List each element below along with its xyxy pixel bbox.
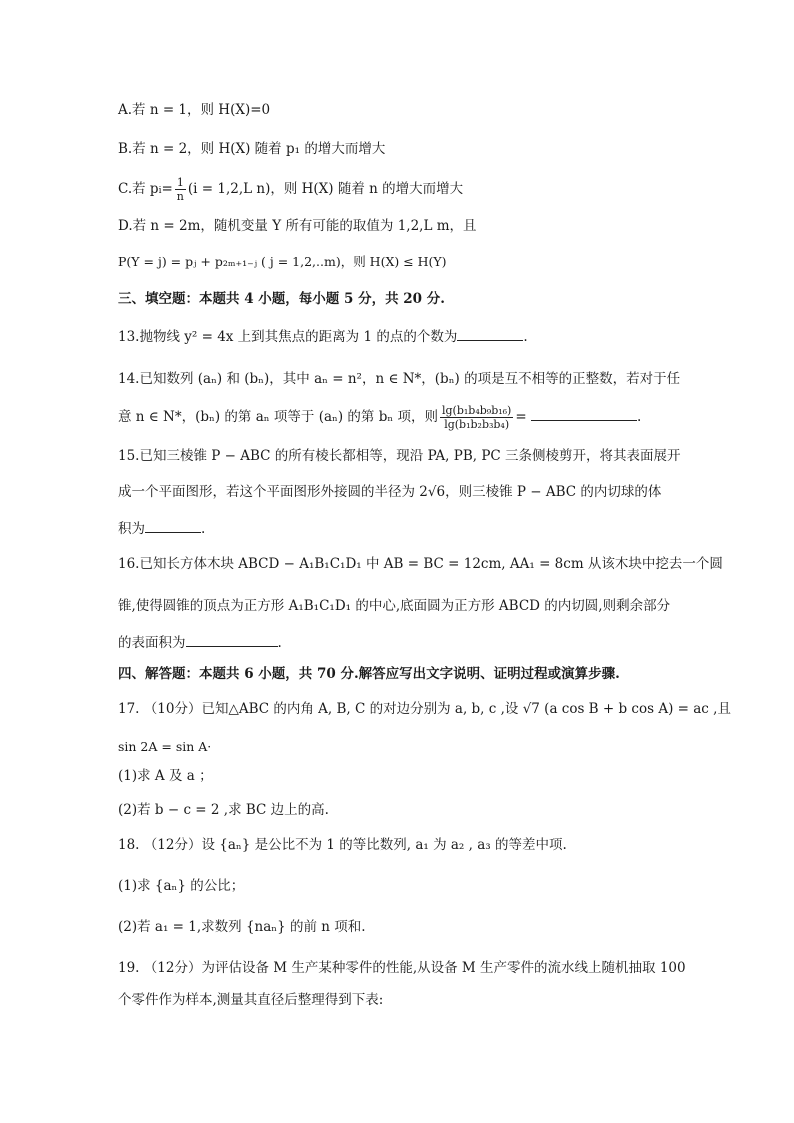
option-b: B.若 n = 2，则 H(X) 随着 p₁ 的增大而增大 [118,141,386,157]
q18-part1: (1)求 {aₙ} 的公比； [118,878,245,894]
option-d-line1: D.若 n = 2m，随机变量 Y 所有可能的取值为 1,2,L m，且 [118,218,477,234]
q16-line1: 16.已知长方体木块 ABCD − A₁B₁C₁D₁ 中 AB = BC = 12cm, AA₁ = 8cm 从该木块中挖去一个圆 [118,556,723,572]
q15-line3-stem: 积为 [118,521,145,537]
q16-line3 [118,632,282,653]
q16-period: . [277,635,282,651]
q14-period: . [636,409,642,425]
q14-fraction [440,404,513,431]
q13-stem: 13.抛物线 y² = 4x 上到其焦点的距离为 1 的点的个数为 [118,329,458,345]
section4-heading: 四、解答题：本题共 6 小题，共 70 分.解答应写出文字说明、证明过程或演算步骤. [118,666,620,682]
q14-line2-stem: 意 n ∈ N*，(bₙ) 的第 aₙ 项等于 (aₙ) 的第 bₙ 项，则 [118,409,438,425]
option-c-prefix: C.若 p [118,181,159,197]
q19-line1: 19. （12分）为评估设备 M 生产某种零件的性能,从设备 M 生产零件的流水线上随机抽取 100 [118,960,686,976]
q14-equals: = [515,409,527,425]
q15-line2: 成一个平面图形，若这个平面图形外接圆的半径为 2√6，则三棱锥 P − ABC 的内切球的体 [118,484,662,500]
q13-period: . [523,329,528,345]
q18-part2: (2)若 a₁ = 1,求数列 {naₙ} 的前 n 项和. [118,919,366,935]
q16-line3-stem: 的表面积为 [118,635,186,651]
q14-fraction-denominator: lg(b₁b₂b₃b₄) [444,418,510,431]
q15-period: . [201,521,206,537]
section3-heading: 三、填空题：本题共 4 小题，每小题 5 分，共 20 分. [118,291,445,307]
q17-line2: sin 2A = sin A· [118,739,212,754]
q17-part2: (2)若 b − c = 2 ,求 BC 边上的高. [118,802,329,818]
q15-line1: 15.已知三棱锥 P − ABC 的所有棱长都相等，现沿 PA, PB, PC 三条侧棱剪开，将其表面展开 [118,448,681,464]
q14-answer-blank [531,406,637,421]
q13-answer-blank [457,326,523,341]
q13-text [118,326,528,347]
option-d-line2: P(Y = j) = pⱼ + p₂ₘ₊₁₋ⱼ ( j = 1,2,..m)，则 H(X) ≤ H(Y) [118,254,447,269]
option-a: A.若 n = 1，则 H(X)=0 [118,102,271,118]
q14-fraction-numerator: lg(b₁b₄b₉b₁₆) [441,404,512,417]
q18-line1: 18. （12分）设 {aₙ} 是公比不为 1 的等比数列, a₁ 为 a₂ , a₃ 的等差中项. [118,837,567,853]
q17-part1: (1)求 A 及 a ； [118,768,213,784]
option-c-suffix: (i = 1,2,L n)，则 H(X) 随着 n 的增大而增大 [187,181,464,197]
q14-line2 [118,404,641,431]
option-c: C.若 pi= $\frac{1}{n}$ (i = 1,2,L n)，则 H(X) 随着 n 的增大而增大 [118,176,464,203]
option-c-fraction [175,176,186,203]
q16-answer-blank [186,632,278,647]
q16-line2: 锥,使得圆锥的顶点为正方形 A₁B₁C₁D₁ 的中心,底面圆为正方形 ABCD 的内切圆,则剩余部分 [118,598,671,614]
q17-line1: 17. （10分）已知△ABC 的内角 A, B, C 的对边分别为 a, b, c ,设 √7 (a cos B + b cos A) = ac ,且 [118,701,731,717]
q15-line3 [118,518,205,539]
option-c-fraction-denominator: n [176,190,184,203]
option-c-fraction-numerator: 1 [175,176,186,190]
q19-line2: 个零件作为样本,测量其直径后整理得到下表: [118,992,384,1008]
q15-answer-blank [145,518,201,533]
q14-line1: 14.已知数列 (aₙ) 和 (bₙ)，其中 aₙ = n²，n ∈ N*，(bₙ) 的项是互不相等的正整数，若对于任 [118,371,681,387]
